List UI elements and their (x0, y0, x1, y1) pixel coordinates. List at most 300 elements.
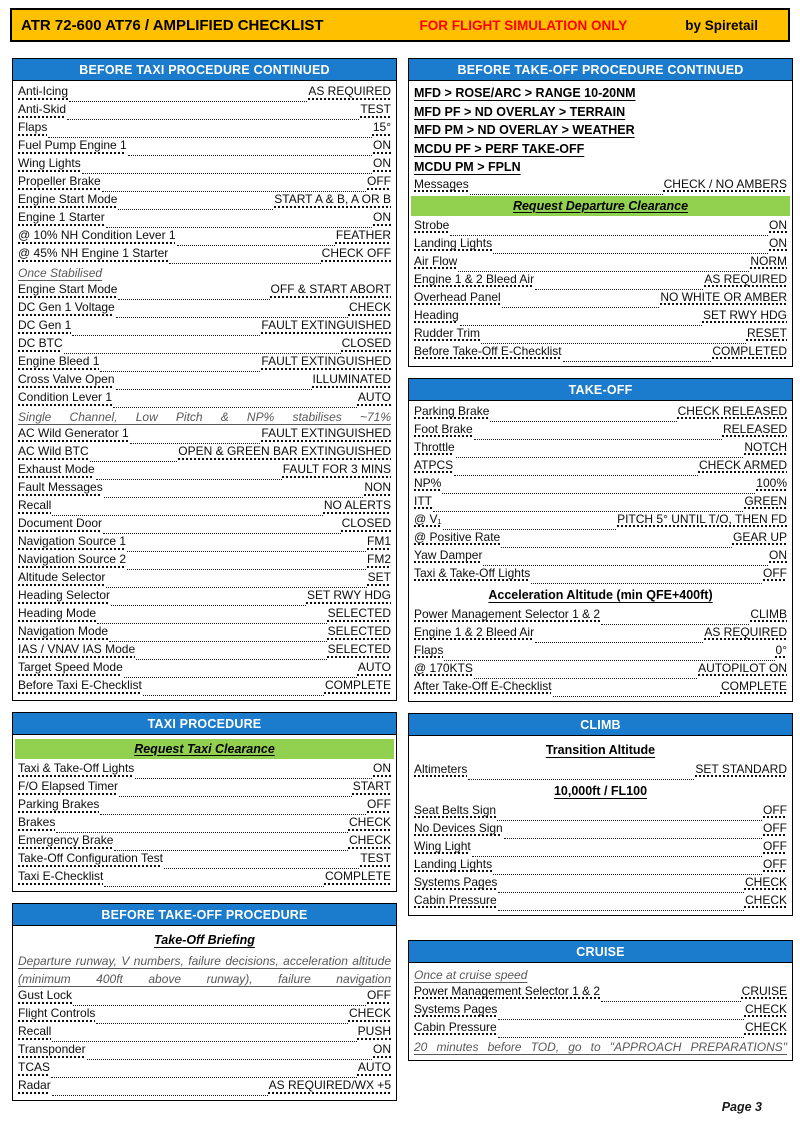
section-body (409, 401, 792, 701)
item-value: CLOSED (341, 516, 391, 530)
checklist-row (18, 84, 391, 102)
item-value: FAULT EXTINGUISHED (261, 318, 391, 332)
item-value: 15° (372, 120, 391, 134)
section-title: BEFORE TAKE-OFF PROCEDURE CONTINUED (409, 59, 792, 81)
dotted-leader (531, 578, 762, 584)
checklist-row (18, 606, 391, 624)
item-value: CHECK OFF (321, 246, 391, 260)
dotted-leader (118, 294, 269, 300)
checklist-row (414, 494, 787, 512)
checklist-row (18, 869, 391, 887)
right-column (408, 58, 793, 1072)
dotted-leader (100, 809, 366, 815)
section-before-take-off-procedure-continued (408, 58, 793, 367)
item-value: AS REQUIRED (308, 84, 391, 98)
item-value: FAULT EXTINGUISHED (261, 426, 391, 440)
item-value: TEST (360, 102, 391, 116)
checklist-row (18, 192, 391, 210)
checklist-columns (12, 58, 788, 1112)
item-value: CHECK (348, 1006, 391, 1020)
item-value: ON (769, 547, 787, 562)
item-value: SELECTED (327, 606, 391, 620)
item-label: Cabin Pressure (414, 1019, 497, 1034)
checklist-row (414, 440, 787, 458)
section-cruise (408, 940, 793, 1061)
item-label: Condition Lever 1 (18, 390, 113, 404)
dotted-leader (128, 150, 372, 156)
command-line: MCDU PM > FPLN (414, 160, 521, 175)
item-value: ON (373, 210, 391, 224)
item-label: Overhead Panel (414, 289, 501, 304)
item-value: CRUISE (741, 983, 787, 998)
item-label: Recall (18, 1024, 52, 1038)
item-label: Power Management Selector 1 & 2 (414, 606, 601, 621)
checklist-row (18, 138, 391, 156)
clearance-banner-text: Request Departure Clearance (512, 198, 689, 213)
dotted-leader (97, 618, 327, 624)
item-label: Engine Start Mode (18, 192, 118, 206)
item-label: Anti-Icing (18, 84, 69, 98)
section-taxi-procedure (12, 712, 397, 892)
checklist-row (18, 779, 391, 797)
item-label: Systems Pages (414, 1001, 498, 1016)
item-value: SET (367, 570, 391, 584)
dotted-leader (504, 833, 762, 839)
item-value: NORM (750, 253, 787, 268)
dotted-leader (124, 672, 357, 678)
item-label: Recall (18, 498, 52, 512)
section-title: TAKE-OFF (409, 379, 792, 401)
dotted-leader (490, 416, 676, 422)
command-line: MFD PF > ND OVERLAY > TERRAIN (414, 104, 626, 119)
item-label: Air Flow (414, 253, 458, 268)
item-value: ON (769, 235, 787, 250)
checklist-row (18, 761, 391, 779)
item-label: TCAS (18, 1060, 51, 1074)
item-label: Take-Off Configuration Test (18, 851, 163, 865)
section-climb (408, 713, 793, 916)
item-label: Fuel Pump Engine 1 (18, 138, 127, 152)
note-text: Once at cruise speed (414, 967, 528, 982)
section-body (409, 81, 792, 366)
item-label: Fault Messages (18, 480, 103, 494)
item-label: Navigation Source 2 (18, 552, 127, 566)
sub-heading (18, 931, 391, 950)
checklist-row (18, 480, 391, 498)
dotted-leader (136, 654, 326, 660)
dotted-leader (109, 636, 327, 642)
item-value: OPEN & GREEN BAR EXTINGUISHED (178, 444, 391, 458)
item-value: ILLUMINATED (312, 372, 391, 386)
item-label: Altitude Selector (18, 570, 106, 584)
dotted-leader (69, 96, 307, 102)
item-label: Seat Belts Sign (414, 802, 497, 817)
item-label: @ 170KTS (414, 660, 473, 675)
item-label: Cross Valve Open (18, 372, 115, 386)
item-label: Rudder Trim (414, 325, 481, 340)
item-value: PUSH (357, 1024, 391, 1038)
item-value: NOTCH (744, 439, 787, 454)
item-value: 0° (775, 642, 787, 657)
item-label: Strobe (414, 217, 450, 232)
checklist-row (18, 552, 391, 570)
section-body (13, 735, 396, 891)
item-value: AS REQUIRED (704, 624, 787, 639)
item-value: OFF (367, 797, 391, 811)
item-label: Foot Brake (414, 421, 473, 436)
item-value: COMPLETE (324, 678, 391, 692)
dotted-leader (563, 356, 712, 362)
item-label: Throttle (414, 439, 455, 454)
checklist-row (414, 177, 787, 195)
checklist-row (18, 988, 391, 1006)
section-title: CLIMB (409, 714, 792, 736)
item-value: FAULT EXTINGUISHED (261, 354, 391, 368)
item-value: CHECK (348, 833, 391, 847)
item-label: Flight Controls (18, 1006, 96, 1020)
item-label: DC Gen 1 Voltage (18, 300, 115, 314)
item-value: PITCH 5° UNTIL T/O, THEN FD (617, 511, 787, 526)
clearance-banner (411, 196, 790, 216)
dotted-leader (177, 240, 335, 246)
item-value: SET RWY HDG (702, 307, 787, 322)
item-label: Yaw Damper (414, 547, 483, 562)
sub-heading-text: Transition Altitude (545, 742, 656, 757)
item-value: AUTO (357, 1060, 391, 1074)
checklist-row (414, 290, 787, 308)
item-label: Heading Mode (18, 606, 97, 620)
sub-heading (414, 782, 787, 801)
item-value: RELEASED (722, 421, 787, 436)
item-value: OFF (763, 856, 787, 871)
item-value: OFF (367, 988, 391, 1002)
clearance-banner (15, 739, 394, 759)
left-column (12, 58, 397, 1112)
dotted-leader (100, 366, 260, 372)
item-label: Document Door (18, 516, 103, 530)
checklist-row (18, 120, 391, 138)
item-label: DC Gen 1 (18, 318, 72, 332)
dotted-leader (73, 1000, 366, 1006)
item-value: OFF (367, 174, 391, 188)
item-label: AC Wild Generator 1 (18, 426, 129, 440)
item-value: RESET (746, 325, 787, 340)
checklist-row (18, 354, 391, 372)
item-label: Exhaust Mode (18, 462, 95, 476)
item-label: Engine Bleed 1 (18, 354, 100, 368)
item-label: Engine 1 Starter (18, 210, 105, 224)
dotted-leader (143, 690, 324, 696)
item-value: CHECK (744, 1019, 787, 1034)
dotted-leader (442, 488, 755, 494)
item-value: OFF & START ABORT (270, 282, 391, 296)
checklist-row (18, 660, 391, 678)
item-value: TEST (360, 851, 391, 865)
checklist-row (414, 679, 787, 697)
item-label: IAS / VNAV IAS Mode (18, 642, 136, 656)
dotted-leader (501, 542, 732, 548)
item-value: ON (373, 761, 391, 775)
item-label: Flaps (18, 120, 48, 134)
dotted-leader (535, 637, 703, 643)
checklist-row (18, 624, 391, 642)
checklist-row (414, 839, 787, 857)
section-before-take-off-procedure (12, 903, 397, 1101)
item-value: OFF (763, 838, 787, 853)
item-label: Taxi E-Checklist (18, 869, 104, 883)
item-label: ITT (414, 493, 432, 508)
checklist-row (414, 308, 787, 326)
checklist-row (414, 272, 787, 290)
checklist-row (18, 498, 391, 516)
note-text: Departure runway, V numbers, failure decisions, acceleration altitude (minimum 400ft above runway), failure navigation (18, 954, 391, 986)
item-label: After Take-Off E-Checklist (414, 678, 552, 693)
dotted-leader (104, 881, 324, 887)
item-value: CHECK (744, 892, 787, 907)
item-value: NON (364, 480, 391, 494)
item-value: CHECK (348, 300, 391, 314)
checklist-row (414, 661, 787, 679)
dotted-leader (472, 851, 762, 857)
section-title: CRUISE (409, 941, 792, 963)
checklist-row (18, 815, 391, 833)
sub-heading-text: 10,000ft / FL100 (553, 783, 648, 798)
dotted-leader (67, 114, 359, 120)
dotted-leader (498, 887, 744, 893)
checklist-row (18, 534, 391, 552)
page-number: Page 3 (721, 1100, 762, 1114)
item-value: COMPLETED (712, 343, 787, 358)
item-label: No Devices Sign (414, 820, 503, 835)
dotted-leader (135, 773, 372, 779)
checklist-row (18, 588, 391, 606)
item-label: Taxi & Take-Off Lights (414, 565, 531, 580)
checklist-row (414, 857, 787, 875)
item-label: Heading (414, 307, 459, 322)
section-body (13, 926, 396, 1100)
checklist-row (414, 422, 787, 440)
dotted-leader (87, 1054, 372, 1060)
item-label: Navigation Source 1 (18, 534, 127, 548)
dotted-leader (169, 258, 320, 264)
item-label: Emergency Brake (18, 833, 114, 847)
checklist-row (18, 851, 391, 869)
checklist-row (18, 246, 391, 264)
section-take-off (408, 378, 793, 702)
checklist-row (18, 516, 391, 534)
checklist-row (414, 643, 787, 661)
dotted-leader (118, 204, 273, 210)
item-label: Engine Start Mode (18, 282, 118, 296)
item-value: GEAR UP (732, 529, 787, 544)
checklist-row (414, 476, 787, 494)
checklist-row (414, 762, 787, 780)
checklist-row (18, 797, 391, 815)
item-label: @ 45% NH Engine 1 Starter (18, 246, 169, 260)
dotted-leader (498, 905, 744, 911)
dotted-leader (454, 470, 698, 476)
checklist-row (414, 512, 787, 530)
checklist-row (414, 236, 787, 254)
item-value: CHECK RELEASED (677, 403, 787, 418)
dotted-leader (493, 869, 762, 875)
checklist-row (18, 318, 391, 336)
item-label: Messages (414, 176, 469, 191)
checklist-row (414, 458, 787, 476)
checklist-row (18, 642, 391, 660)
item-value: SELECTED (327, 642, 391, 656)
checklist-row (414, 344, 787, 362)
document-title: ATR 72-600 AT76 / AMPLIFIED CHECKLIST (21, 16, 324, 34)
command-line: MFD PM > ND OVERLAY > WEATHER (414, 123, 635, 138)
checklist-row (18, 570, 391, 588)
checklist-row (18, 390, 391, 408)
checklist-row (18, 444, 391, 462)
checklist-row (414, 875, 787, 893)
dotted-leader (497, 815, 762, 821)
item-label: Landing Lights (414, 235, 493, 250)
command-line: MCDU PF > PERF TAKE-OFF (414, 141, 585, 156)
dotted-leader (119, 791, 352, 797)
checklist-row (18, 102, 391, 120)
item-label: ATPCS (414, 457, 454, 472)
section-title: BEFORE TAXI PROCEDURE CONTINUED (13, 59, 396, 81)
checklist-row (414, 218, 787, 236)
dotted-leader (103, 528, 341, 534)
checklist-row (18, 426, 391, 444)
dotted-leader (450, 230, 768, 236)
checklist-row (18, 1078, 391, 1096)
checklist-row (18, 1006, 391, 1024)
item-label: Altimeters (414, 761, 468, 776)
item-value: SELECTED (327, 624, 391, 638)
item-value: OFF (763, 820, 787, 835)
checklist-row (414, 821, 787, 839)
item-label: Systems Pages (414, 874, 498, 889)
item-label: Parking Brakes (18, 797, 100, 811)
checklist-row (18, 156, 391, 174)
item-value: AUTO (357, 390, 391, 404)
item-value: SET RWY HDG (306, 588, 391, 602)
item-value: NO ALERTS (323, 498, 391, 512)
checklist-row (414, 625, 787, 643)
item-label: Radar (18, 1078, 51, 1092)
sub-heading (414, 741, 787, 760)
item-value: ON (769, 217, 787, 232)
header-bar (10, 8, 790, 42)
dotted-leader (553, 691, 720, 697)
checklist-row (414, 566, 787, 584)
checklist-row (414, 548, 787, 566)
checklist-row (414, 1020, 787, 1038)
item-value: FM2 (367, 552, 391, 566)
checklist-row (18, 300, 391, 318)
item-value: OFF (763, 565, 787, 580)
item-value: SET STANDARD (695, 761, 787, 776)
dotted-leader (498, 1014, 744, 1020)
dotted-leader (470, 189, 663, 195)
dotted-leader (96, 474, 282, 480)
checklist-row (18, 210, 391, 228)
checklist-row (18, 336, 391, 354)
item-label: F/O Elapsed Timer (18, 779, 119, 793)
item-label: Propeller Brake (18, 174, 101, 188)
note-text: Single Channel, Low Pitch & NP% stabilises ~71% (18, 410, 391, 424)
dotted-leader (468, 774, 694, 780)
dotted-leader (82, 168, 372, 174)
checklist-row (18, 833, 391, 851)
item-label: Heading Selector (18, 588, 111, 602)
item-value: FEATHER (335, 228, 391, 242)
note-text: Once Stabilised (18, 266, 103, 280)
item-label: Target Speed Mode (18, 660, 123, 674)
checklist-row (414, 607, 787, 625)
dotted-leader (52, 1090, 268, 1096)
item-value: COMPLETE (324, 869, 391, 883)
item-label: Power Management Selector 1 & 2 (414, 983, 601, 998)
item-label: Flaps (414, 642, 444, 657)
item-label: @ V₁ (414, 511, 442, 526)
dotted-leader (90, 456, 178, 462)
item-label: AC Wild BTC (18, 444, 89, 458)
dotted-leader (96, 1018, 348, 1024)
item-label: Brakes (18, 815, 56, 829)
item-value: CHECK (744, 874, 787, 889)
item-value: ON (373, 138, 391, 152)
item-label: Wing Lights (18, 156, 81, 170)
item-value: CLIMB (750, 606, 787, 621)
dotted-leader (460, 320, 702, 326)
dotted-leader (111, 600, 306, 606)
dotted-leader (72, 330, 260, 336)
item-label: Navigation Mode (18, 624, 109, 638)
item-value: START (352, 779, 391, 793)
item-value: ON (373, 1042, 391, 1056)
checklist-row (414, 254, 787, 272)
dotted-leader (116, 384, 312, 390)
item-value: START A & B, A OR B (274, 192, 391, 206)
item-value: COMPLETE (720, 678, 787, 693)
sub-heading-text: Acceleration Altitude (min QFE+400ft) (488, 587, 713, 602)
checklist-row (18, 372, 391, 390)
checklist-row (414, 893, 787, 911)
checklist-row (414, 326, 787, 344)
item-value: CHECK / NO AMBERS (663, 176, 787, 191)
item-value: CHECK (348, 815, 391, 829)
item-label: @ Positive Rate (414, 529, 501, 544)
checklist-row (18, 228, 391, 246)
item-label: Taxi & Take-Off Lights (18, 761, 135, 775)
item-value: AUTO (357, 660, 391, 674)
item-label: Gust Lock (18, 988, 73, 1002)
sub-heading-text: Take-Off Briefing (154, 933, 255, 947)
item-value: AS REQUIRED (704, 271, 787, 286)
checklist-row (18, 1042, 391, 1060)
item-value: CLOSED (341, 336, 391, 350)
clearance-banner-text: Request Taxi Clearance (134, 742, 275, 756)
dotted-leader (474, 434, 722, 440)
checklist-row (414, 530, 787, 548)
item-label: Transponder (18, 1042, 86, 1056)
section-body (409, 963, 792, 1060)
item-value: NO WHITE OR AMBER (660, 289, 787, 304)
simulation-warning: FOR FLIGHT SIMULATION ONLY (419, 17, 628, 33)
checklist-row (414, 803, 787, 821)
item-label: Cabin Pressure (414, 892, 497, 907)
item-label: Before Take-Off E-Checklist (414, 343, 562, 358)
checklist-row (18, 1060, 391, 1078)
item-label: Parking Brake (414, 403, 490, 418)
